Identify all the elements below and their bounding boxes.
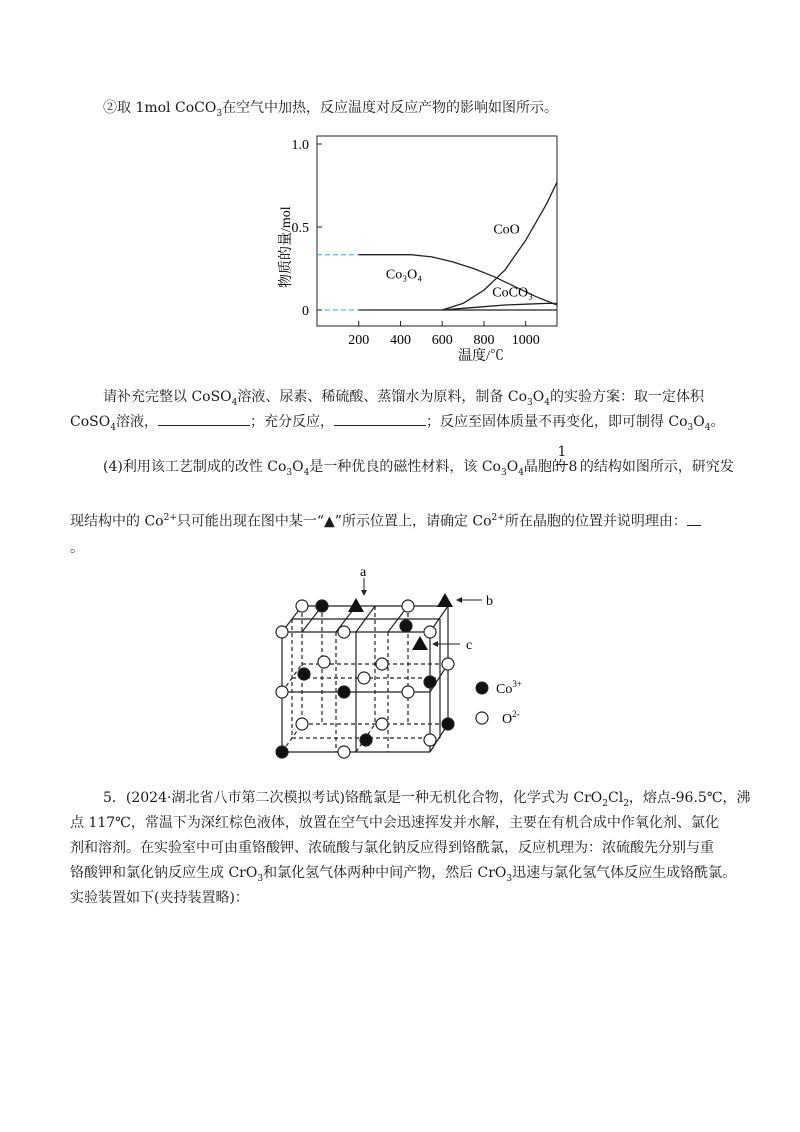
series-label-2: CoCO₃ <box>492 285 533 301</box>
o-ion <box>296 718 308 730</box>
fill-line-2: CoSO$_4$溶液， ；充分反应， ；反应至固体质量不再变化，即可制得 $Co_3O_4$。 <box>70 411 725 438</box>
q5-line-3: 剂和溶剂。在实验室中可由重铬酸钾、浓硫酸与氯化钠反应得到铬酰氯，反应机理为：浓硫酸先分别与重 <box>70 840 714 856</box>
o-ion <box>442 658 454 670</box>
o-ion <box>276 686 288 698</box>
x-tick-label: 200 <box>348 333 370 348</box>
triangle-site-a <box>348 598 364 612</box>
q4-line-3: 。 <box>70 540 84 556</box>
co-ion <box>442 718 454 730</box>
series-label-0: CoO <box>493 222 520 238</box>
o-ion <box>376 718 388 730</box>
legend-o-label: $O^{2-}$ <box>502 709 520 727</box>
triangle-site-b <box>437 593 453 607</box>
crystal-cell-diagram <box>270 564 570 764</box>
co-ion <box>360 734 372 746</box>
x-tick-label: 1000 <box>511 333 540 348</box>
x-tick-label: 400 <box>389 333 411 348</box>
o-ion <box>296 600 308 612</box>
o-ion <box>338 626 350 638</box>
triangle-site-c <box>412 636 428 650</box>
label-c: c <box>466 638 473 653</box>
o-ion <box>402 686 414 698</box>
fill-line-1: 请补充完整以 CoSO$_4$溶液、尿素、稀硫酸、蒸馏水为原料，制备 $Co_3O_4$的实验方案：取一定体积 <box>103 389 704 408</box>
x-tick-label: 600 <box>431 333 453 348</box>
co-ion <box>276 746 288 758</box>
answer-blank-3[interactable] <box>687 511 701 526</box>
reaction-chart <box>270 128 590 368</box>
q4-line-1: (4)利用该工艺制成的改性 $Co_3O_4$是一种优良的磁性材料，该 $Co_3O_4$晶胞的 8 的结构如图所示，研究发 <box>103 459 734 478</box>
label-b: b <box>486 594 493 609</box>
q5-line-2: 点 117℃，常温下为深红棕色液体，放置在空气中会迅速挥发并水解，主要在有机合成中作氧化剂、氯化 <box>70 815 719 831</box>
chart-ylabel-text: 物质的量/mol <box>279 206 294 288</box>
label-a: a <box>360 565 367 580</box>
answer-blank-2[interactable] <box>334 411 426 426</box>
o-ion <box>338 746 350 758</box>
o-ion <box>402 600 414 612</box>
o-ion <box>318 656 330 668</box>
series-label-1: Co₃O₄ <box>385 267 423 283</box>
o-ion <box>358 672 370 684</box>
co-ion <box>400 620 412 632</box>
fraction-numerator: 1 <box>557 444 567 460</box>
y-tick-label: 1.0 <box>291 138 309 153</box>
legend-co-label: $Co^{3+}$ <box>496 679 522 697</box>
o-ion <box>276 626 288 638</box>
answer-blank-1[interactable] <box>158 411 250 426</box>
y-tick-label: 0.5 <box>291 221 309 236</box>
chart-xlabel: 温度/℃ <box>458 349 504 364</box>
q5-line-5: 实验装置如下(夹持装置略)： <box>70 890 249 906</box>
co-ion <box>298 668 310 680</box>
y-tick-label: 0 <box>302 304 309 319</box>
o-ion <box>424 734 436 746</box>
chart-ylabel <box>277 206 294 288</box>
co-ion <box>316 600 328 612</box>
o-ion <box>424 626 436 638</box>
legend-o-marker <box>476 712 488 724</box>
legend-co-marker <box>476 682 488 694</box>
q5-line-1: 5．(2024·湖北省八市第二次模拟考试)铬酰氯是一种无机化合物，化学式为 $CrO_2Cl_2$，熔点-96.5℃，沸 <box>103 790 751 809</box>
o-ion <box>376 658 388 670</box>
co-ion <box>338 686 350 698</box>
x-tick-label: 800 <box>473 333 495 348</box>
q5-line-4: 铬酸钾和氯化钠反应生成 CrO$_3$和氯化氢气体两种中间产物，然后 CrO$_3$迅速与氯化氢气体反应生成铬酰氯。 <box>70 865 737 884</box>
q4-line-2: 现结构中的 $Co^{2+}$只可能出现在图中某一“▲”所示位置上，请确定 $Co^{2+}$所在晶胞的位置并说明理由： <box>70 508 701 532</box>
co-ion <box>424 676 436 688</box>
q2-intro: ②取 1mol CoCO$_3$在空气中加热，反应温度对反应产物的影响如图所示。 <box>103 100 559 119</box>
